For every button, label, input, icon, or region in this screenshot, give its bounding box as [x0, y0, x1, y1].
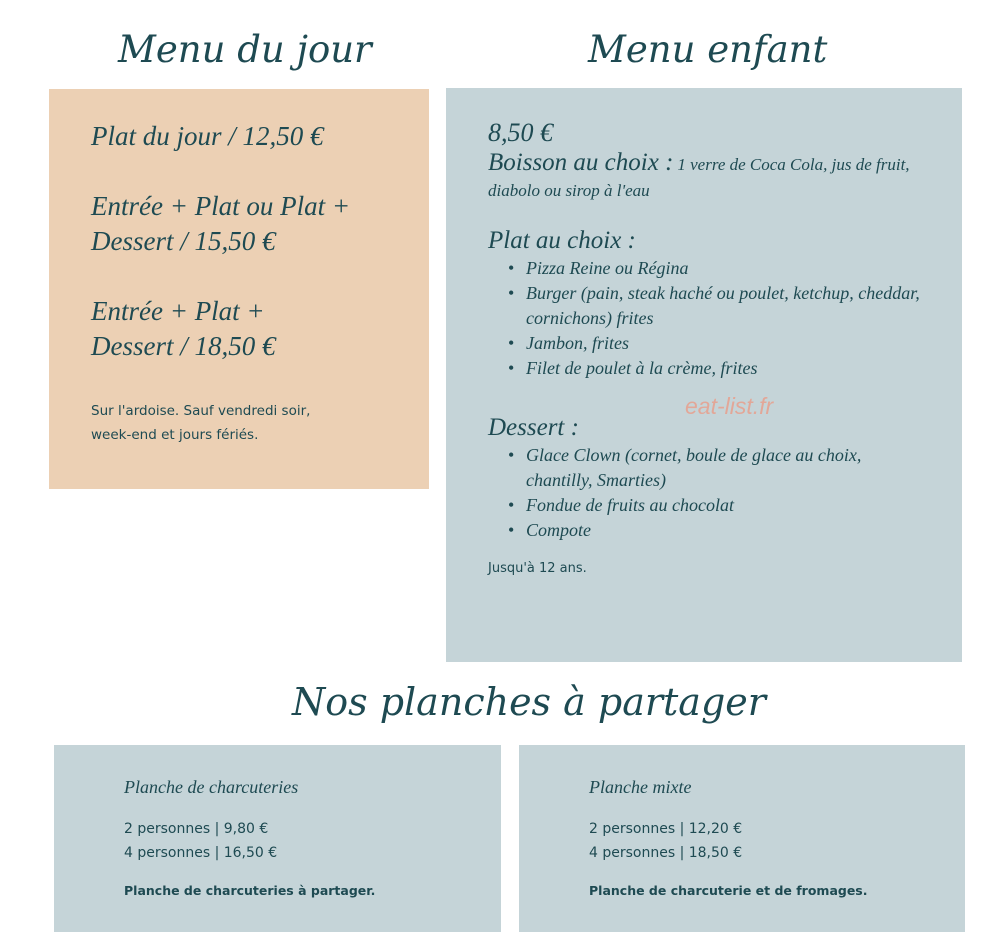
offer-entree-plat-dessert: Entrée + Plat ou Plat + Dessert / 15,50 € — [91, 191, 351, 256]
board-mixte — [519, 745, 965, 932]
boisson-desc: 1 verre de Coca Cola, jus de fruit, diabolo ou sirop à l'eau — [488, 155, 910, 200]
boisson-label: Boisson au choix : — [488, 149, 674, 176]
board-name: Planche de charcuteries — [124, 777, 299, 797]
list-item: • Filet de poulet à la crème, frites — [508, 358, 758, 378]
board-price-2: 2 personnes | 12,20 € — [589, 821, 743, 837]
board-price-2: 2 personnes | 9,80 € — [124, 821, 269, 837]
board-name: Planche mixte — [589, 777, 692, 797]
menu-enfant-panel — [446, 88, 962, 662]
planches-title: Nos planches à partager — [292, 680, 766, 724]
list-item: • Jambon, frites — [508, 333, 629, 353]
list-item: • Fondue de fruits au chocolat — [508, 495, 734, 515]
menu-jour-title: Menu du jour — [118, 28, 372, 71]
plat-section — [488, 226, 932, 381]
list-item: • Pizza Reine ou Régina — [508, 258, 689, 278]
menu-enfant-note: Jusqu'à 12 ans. — [488, 561, 587, 576]
plat-label: Plat au choix : — [488, 227, 636, 254]
list-item: • Compote — [508, 520, 591, 540]
boisson-section — [488, 148, 932, 204]
board-price-4: 4 personnes | 16,50 € — [124, 845, 278, 861]
board-desc: Planche de charcuteries à partager. — [124, 883, 376, 898]
board-charcuteries — [54, 745, 501, 932]
menu-enfant-title: Menu enfant — [588, 28, 828, 71]
menu-enfant-price: 8,50 € — [488, 118, 553, 147]
offer-formule-complete: Entrée + Plat + Dessert / 18,50 € — [91, 296, 276, 361]
watermark: eat-list.fr — [685, 393, 774, 419]
dessert-label: Dessert : — [488, 414, 579, 441]
menu-jour-note: Sur l'ardoise. Sauf vendredi soir, week-end et jours fériés. — [91, 403, 311, 443]
list-item: • Glace Clown (cornet, boule de glace au choix, chantilly, Smarties) — [508, 445, 862, 490]
offer-plat-du-jour: Plat du jour / 12,50 € — [91, 121, 324, 151]
plat-list — [488, 256, 932, 381]
dessert-list — [488, 443, 932, 543]
dessert-section — [488, 413, 932, 543]
menu-jour-panel — [49, 89, 429, 489]
board-desc: Planche de charcuterie et de fromages. — [589, 883, 868, 898]
list-item: • Burger (pain, steak haché ou poulet, ketchup, cheddar, cornichons) frites — [508, 283, 920, 328]
board-price-4: 4 personnes | 18,50 € — [589, 845, 743, 861]
